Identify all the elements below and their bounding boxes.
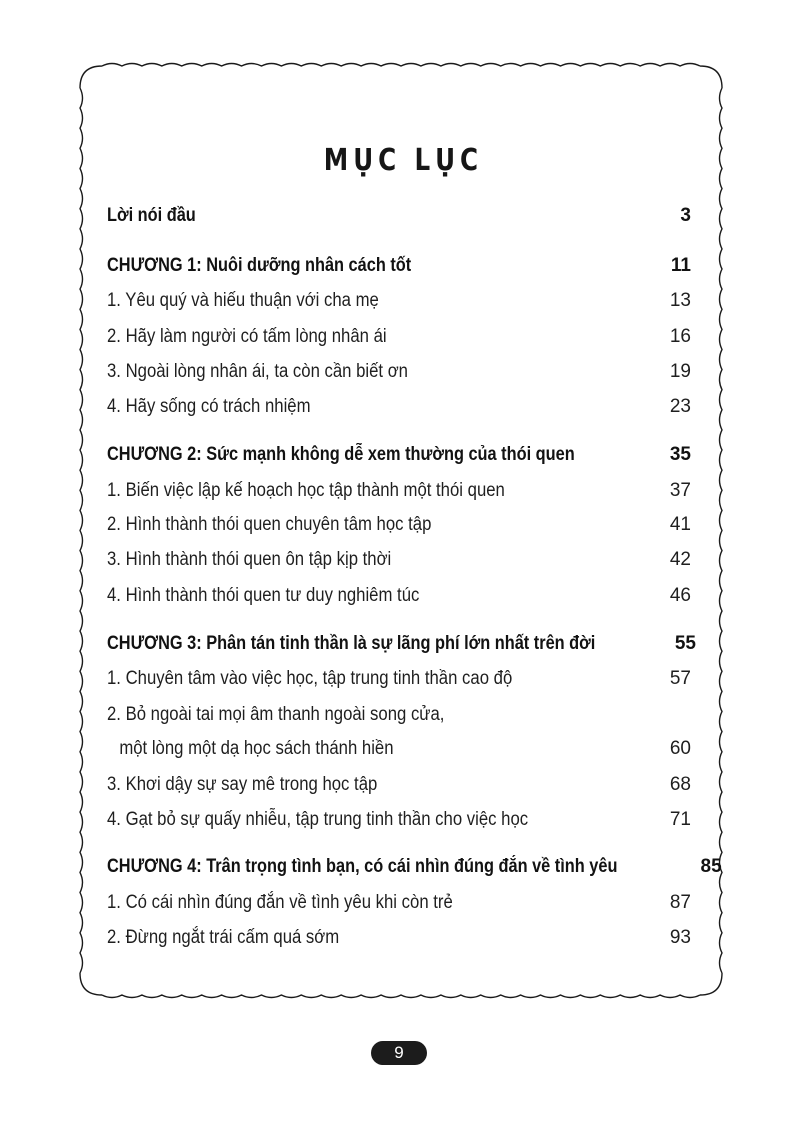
toc-entry-text: 4. Hình thành thói quen tư duy nghiêm túc [107, 585, 420, 606]
toc-entry-text: 1. Có cái nhìn đúng đắn về tình yêu khi còn trẻ [107, 892, 453, 913]
toc-entry-page: 68 [669, 774, 691, 795]
toc-entry-page: 19 [669, 361, 691, 382]
toc-entry-page: 13 [669, 290, 691, 311]
toc-item [107, 927, 691, 957]
toc-item [107, 549, 691, 579]
toc-entry-text: CHƯƠNG 2: Sức mạnh không dễ xem thường của thói quen [107, 444, 575, 465]
toc-entry-text: CHƯƠNG 3: Phân tán tinh thần là sự lãng phí lớn nhất trên đời [107, 633, 596, 654]
toc-item [107, 326, 691, 356]
toc-entry-text: 2. Bỏ ngoài tai mọi âm thanh ngoài song cửa, [107, 704, 445, 725]
toc-entry-text: 2. Hình thành thói quen chuyên tâm học tập [107, 514, 432, 535]
toc-entry-text: 1. Biến việc lập kế hoạch học tập thành một thói quen [107, 480, 505, 501]
toc-item [107, 704, 691, 734]
toc-entry-text: 2. Đừng ngắt trái cấm quá sớm [107, 927, 340, 948]
toc-entry-page: 23 [669, 396, 691, 417]
toc-entry-page: 46 [669, 585, 691, 606]
toc-entry-page: 37 [669, 480, 691, 501]
toc-chapter-2 [107, 444, 691, 474]
toc-item [107, 480, 691, 510]
toc-item-continuation [107, 738, 691, 768]
toc-item [107, 396, 691, 426]
toc-entry-page: 35 [669, 444, 691, 465]
toc-item [107, 585, 691, 615]
toc-chapter-4 [107, 856, 722, 886]
toc-chapter-3 [107, 633, 696, 663]
toc-entry-text: Lời nói đầu [107, 205, 196, 226]
toc-entry-page: 11 [670, 255, 691, 276]
toc-entry-text: CHƯƠNG 4: Trân trọng tình bạn, có cái nhìn đúng đắn về tình yêu [107, 856, 618, 877]
toc-entry-text: 1. Chuyên tâm vào việc học, tập trung tinh thần cao độ [107, 668, 513, 689]
toc-entry-text: 4. Hãy sống có trách nhiệm [107, 396, 311, 417]
toc-item [107, 809, 691, 839]
toc-entry-page: 42 [669, 549, 691, 570]
toc-entry-page: 93 [669, 927, 691, 948]
toc-entry-page: 60 [669, 738, 691, 759]
toc-entry-text: CHƯƠNG 1: Nuôi dưỡng nhân cách tốt [107, 255, 412, 276]
toc-entry-text: 2. Hãy làm người có tấm lòng nhân ái [107, 326, 387, 347]
toc-item [107, 774, 691, 804]
toc-entry-page: 87 [669, 892, 691, 913]
toc-entry-page: 85 [700, 856, 722, 877]
toc-entry-text: 1. Yêu quý và hiếu thuận với cha mẹ [107, 290, 379, 311]
toc-chapter-1 [107, 255, 691, 285]
toc-entry-page: 41 [669, 514, 691, 535]
toc-entry-page: 55 [674, 633, 696, 654]
toc-entry-page: 71 [669, 809, 691, 830]
toc-item [107, 892, 691, 922]
page-title: MỤC LỤC [323, 143, 484, 178]
toc-item [107, 668, 691, 698]
toc-entry-page: 16 [669, 326, 691, 347]
toc-entry-page: 57 [669, 668, 691, 689]
toc-entry-preface [107, 205, 691, 235]
toc-entry-text: 3. Ngoài lòng nhân ái, ta còn cần biết ơn [107, 361, 408, 382]
toc-entry-text: 3. Khơi dậy sự say mê trong học tập [107, 774, 378, 795]
page-number-badge: 9 [371, 1041, 427, 1065]
toc-entry-text: 4. Gạt bỏ sự quấy nhiễu, tập trung tinh thần cho việc học [107, 809, 529, 830]
toc-item [107, 290, 691, 320]
toc-item [107, 361, 691, 391]
toc-entry-text: 3. Hình thành thói quen ôn tập kịp thời [107, 549, 392, 570]
toc-entry-text: một lòng một dạ học sách thánh hiền [119, 738, 394, 759]
toc-entry-page: 3 [680, 205, 691, 226]
toc-item [107, 514, 691, 544]
